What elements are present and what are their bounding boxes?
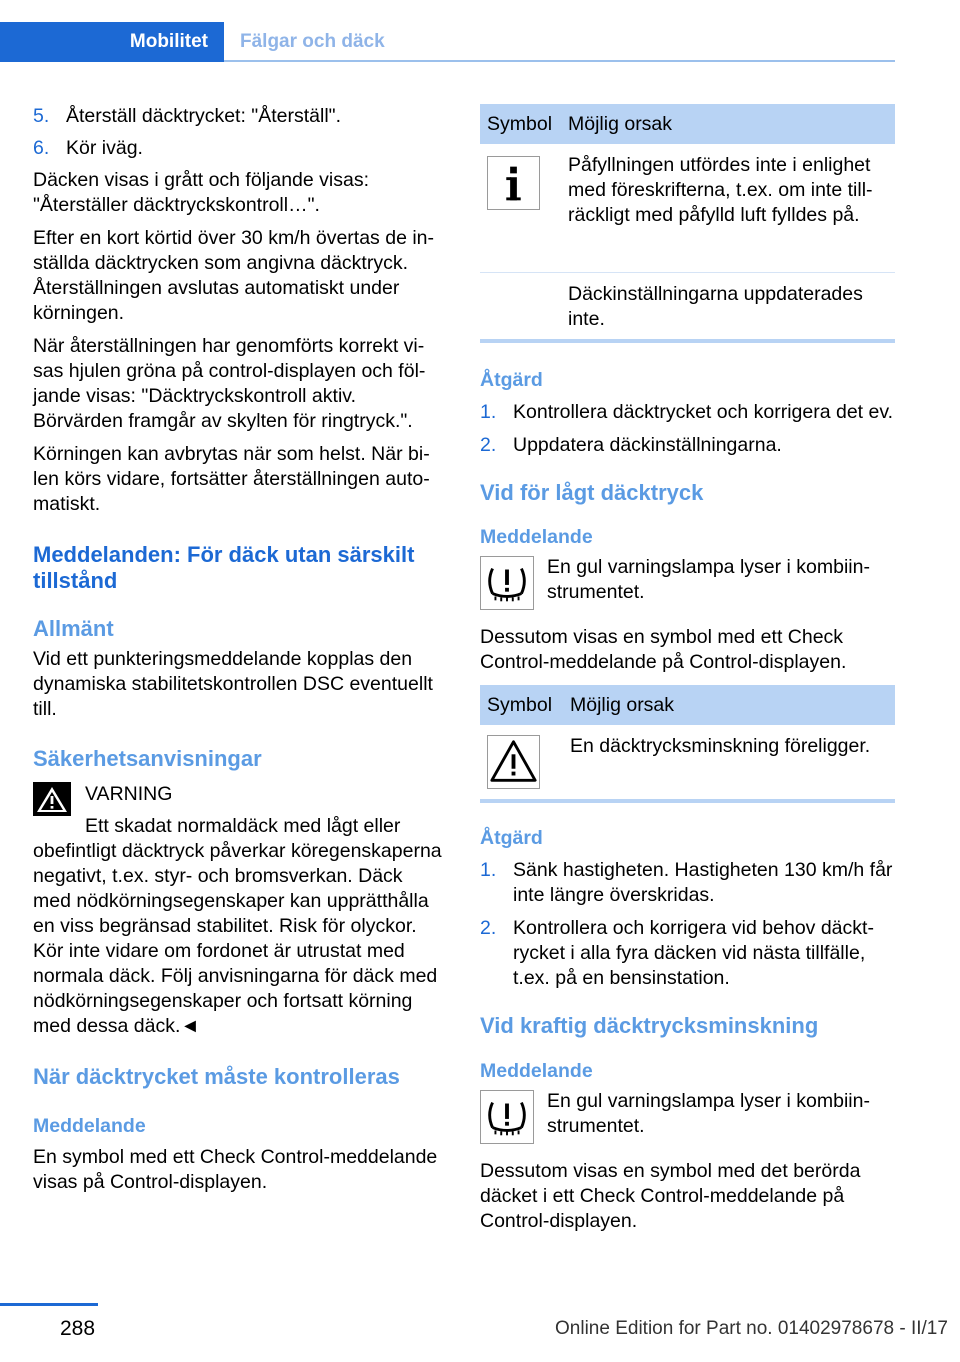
list-number: 5. [33, 105, 50, 127]
edition-note: Online Edition for Part no. 01402978678 - II/17 [555, 1318, 948, 1339]
column-header-cause: Möjlig orsak [570, 694, 675, 716]
list-text: Uppdatera däckinställningarna. [513, 434, 782, 456]
left-column [33, 104, 445, 1195]
minor-heading: Åtgärd [480, 369, 543, 391]
page-header [0, 22, 895, 60]
paragraph: Vid ett punkteringsmeddelande kopplas den dynamiska stabilitetskontrollen DSC eventuellt till. [33, 648, 433, 720]
list-text: Kör iväg. [66, 137, 143, 159]
table-row [480, 725, 895, 799]
paragraph: Dessutom visas en symbol med det berörda däcket i ett Check Control-meddelande på Control-displayen. [480, 1160, 861, 1232]
message-text: En gul varningslampa lyser i kombiinstrumentet. [547, 556, 870, 603]
table-end-rule [480, 799, 895, 803]
table-row [480, 144, 895, 273]
table-header [480, 685, 895, 725]
section-tab [0, 22, 224, 62]
list-text: Sänk hastigheten. Hastigheten 130 km/h får inte längre överskridas. [513, 859, 893, 906]
paragraph: Körningen kan avbrytas när som helst. När bilen körs vidare, fortsätter återställningen automatiskt. [33, 443, 430, 515]
warning-text: Ett skadat normaldäck med lågt eller [85, 815, 401, 837]
warning-triangle-icon [487, 735, 540, 789]
column-header-symbol: Symbol [487, 694, 553, 716]
subsection-heading: Allmänt [33, 616, 114, 641]
table-cell: En däcktrycksminskning föreligger. [570, 735, 871, 757]
column-header-cause: Möjlig orsak [568, 113, 673, 135]
subsection-heading: Säkerhetsanvisningar [33, 746, 262, 771]
message-row [480, 1089, 895, 1149]
list-item [480, 916, 895, 991]
list-item [33, 104, 445, 129]
paragraph: En symbol med ett Check Control-meddelande visas på Control-displayen. [33, 1146, 438, 1193]
subsection-heading: När däcktrycket måste kontrolleras [33, 1064, 400, 1089]
subsection-heading: Vid kraftig däcktrycksminskning [480, 1013, 819, 1038]
table-cell: Påfyllningen utfördes inte i enlighet med föreskrifterna, t.ex. om inte tillräckligt med påfylld luft fylldes på. [568, 154, 873, 226]
paragraph: Efter en kort körtid över 30 km/h övertas de inställda däcktrycken som angivna däcktryck. Återställningen avslutas automatiskt under körningen. [33, 227, 435, 324]
tire-pressure-warning-icon [480, 1090, 534, 1144]
minor-heading: Meddelande [480, 1060, 593, 1082]
paragraph: Dessutom visas en symbol med ett Check Control-meddelande på Control-displayen. [480, 626, 847, 673]
cause-table [480, 104, 895, 343]
list-number: 1. [480, 401, 497, 423]
list-text: Kontrollera däcktrycket och korrigera det ev. [513, 401, 894, 423]
column-header-symbol: Symbol [487, 113, 553, 135]
section-label: Mobilitet [129, 31, 208, 52]
table-row [480, 273, 895, 339]
warning-block [33, 782, 445, 1039]
tire-pressure-warning-icon [480, 556, 534, 610]
list-number: 2. [480, 434, 497, 456]
list-text: Återställ däcktrycket: "Återställ". [66, 105, 342, 127]
minor-heading: Meddelande [33, 1115, 146, 1137]
subsection-label: Fälgar och däck [240, 31, 385, 52]
list-number: 1. [480, 859, 497, 881]
list-item [480, 400, 895, 425]
list-number: 6. [33, 137, 50, 159]
cause-table [480, 685, 895, 803]
warning-triangle-icon [33, 782, 71, 816]
paragraph: När återställningen har genomförts korrekt visas hjulen gröna på control-displayen och följande visas: "Däcktryckskontroll aktiv. Börvärden framgår av skylten för ringtryck.". [33, 335, 426, 432]
table-header [480, 104, 895, 144]
footer-rule [0, 1303, 98, 1306]
list-number: 2. [480, 917, 497, 939]
message-row [480, 555, 895, 615]
page-number: 288 [60, 1317, 96, 1340]
subsection-heading: Vid för lågt däcktryck [480, 480, 704, 505]
header-rule [224, 60, 895, 62]
paragraph: Däcken visas i grått och följande visas: "Återställer däcktryckskontroll…". [33, 169, 369, 216]
info-icon [487, 156, 540, 210]
right-column [480, 104, 895, 1234]
warning-title: VARNING [85, 783, 173, 805]
table-cell: Däckinställningarna uppdaterades inte. [568, 283, 863, 330]
minor-heading: Meddelande [480, 526, 593, 548]
minor-heading: Åtgärd [480, 827, 543, 849]
list-item [33, 136, 445, 161]
section-heading: Meddelanden: För däck utan särskilt tillstånd [33, 542, 415, 593]
list-item [480, 433, 895, 458]
message-text: En gul varningslampa lyser i kombiinstrumentet. [547, 1090, 870, 1137]
list-text: Kontrollera och korrigera vid behov däcktrycket i alla fyra däcken vid nästa tillfälle, t.ex. på en bensinstation. [513, 917, 874, 989]
list-item [480, 858, 895, 908]
warning-text: obefintligt däcktryck påverkar köregenskaperna negativt, t.ex. styr- och bromsverkan. Däck med nödkörningsegenskaper kan upprätthålla en viss begränsad stabilitet. Risk för olyckor. Kör inte vidare om fordonet är utrustat med normala däck. Följ anvisningarna för däck med nödkörningsegenskaper och fortsatt körning med dessa däck.◄ [33, 840, 442, 1037]
